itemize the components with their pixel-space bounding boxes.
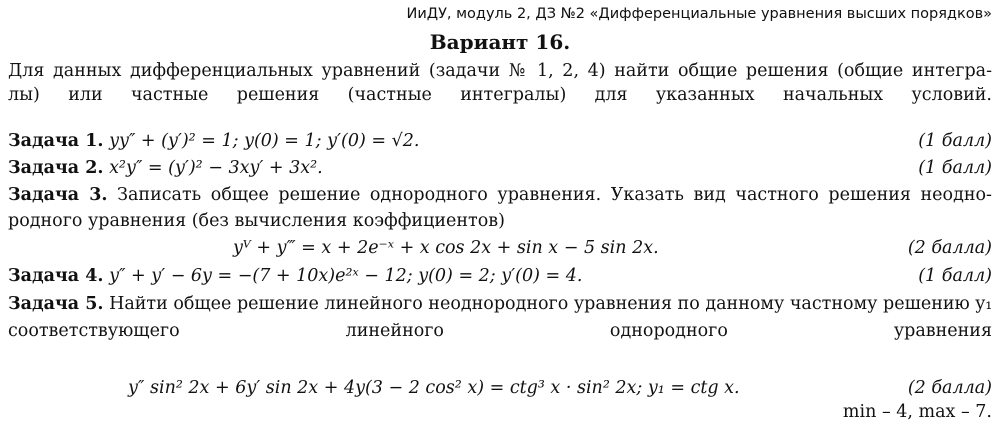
course-header: ИиДУ, модуль 2, ДЗ №2 «Дифференциальные уравнения высших порядков» <box>406 6 992 22</box>
task-3-equation: yⱽ + y‴ = x + 2e⁻ˣ + x cos 2x + sin x − 5 sin 2x. <box>233 238 659 258</box>
task-4-points: (1 балл) <box>918 266 992 286</box>
task-2 <box>8 158 992 178</box>
task-2-label: Задача 2. <box>8 158 104 178</box>
task-5-text-2: соответствующего линейного однородного уравнения <box>8 321 992 341</box>
task-3-label: Задача 3. <box>8 185 108 205</box>
task-1-points: (1 балл) <box>918 131 992 151</box>
task-5-line-1 <box>8 294 992 314</box>
task-3-text-2: родного уравнения (без вычисления коэффициентов) <box>8 211 505 231</box>
task-5-equation: y″ sin² 2x + 6y′ sin 2x + 4y(3 − 2 cos² x) = ctg³ x · sin² 2x; y₁ = ctg x. <box>128 378 740 398</box>
intro-line-1: Для данных дифференциальных уравнений (задачи № 1, 2, 4) найти общие решения (общие интегра- <box>8 61 992 81</box>
task-4-label: Задача 4. <box>8 266 104 286</box>
task-2-equation: x²y″ = (y′)² − 3xy′ + 3x². <box>109 158 323 178</box>
task-1-equation: yy″ + (y′)² = 1; y(0) = 1; y′(0) = √2. <box>109 131 420 151</box>
task-3-text-1: Записать общее решение однородного уравнения. Указать вид частного решения неодно- <box>117 185 992 205</box>
task-5-points: (2 балла) <box>907 378 992 398</box>
task-5-text-1: Найти общее решение линейного неоднородного уравнения по данному частному решению y₁ <box>109 294 993 314</box>
intro-line-2: лы) или частные решения (частные интегралы) для указанных начальных условий. <box>8 85 992 105</box>
task-2-points: (1 балл) <box>918 158 992 178</box>
task-5-label: Задача 5. <box>8 294 104 314</box>
task-4 <box>8 266 992 286</box>
task-3-points: (2 балла) <box>907 238 992 258</box>
score-range: min – 4, max – 7. <box>842 402 992 422</box>
variant-title: Вариант 16. <box>429 30 571 54</box>
task-1-label: Задача 1. <box>8 131 104 151</box>
task-1 <box>8 131 992 151</box>
task-3-line-1 <box>8 185 992 205</box>
task-4-equation: y″ + y′ − 6y = −(7 + 10x)e²ˣ − 12; y(0) = 2; y′(0) = 4. <box>109 266 583 286</box>
